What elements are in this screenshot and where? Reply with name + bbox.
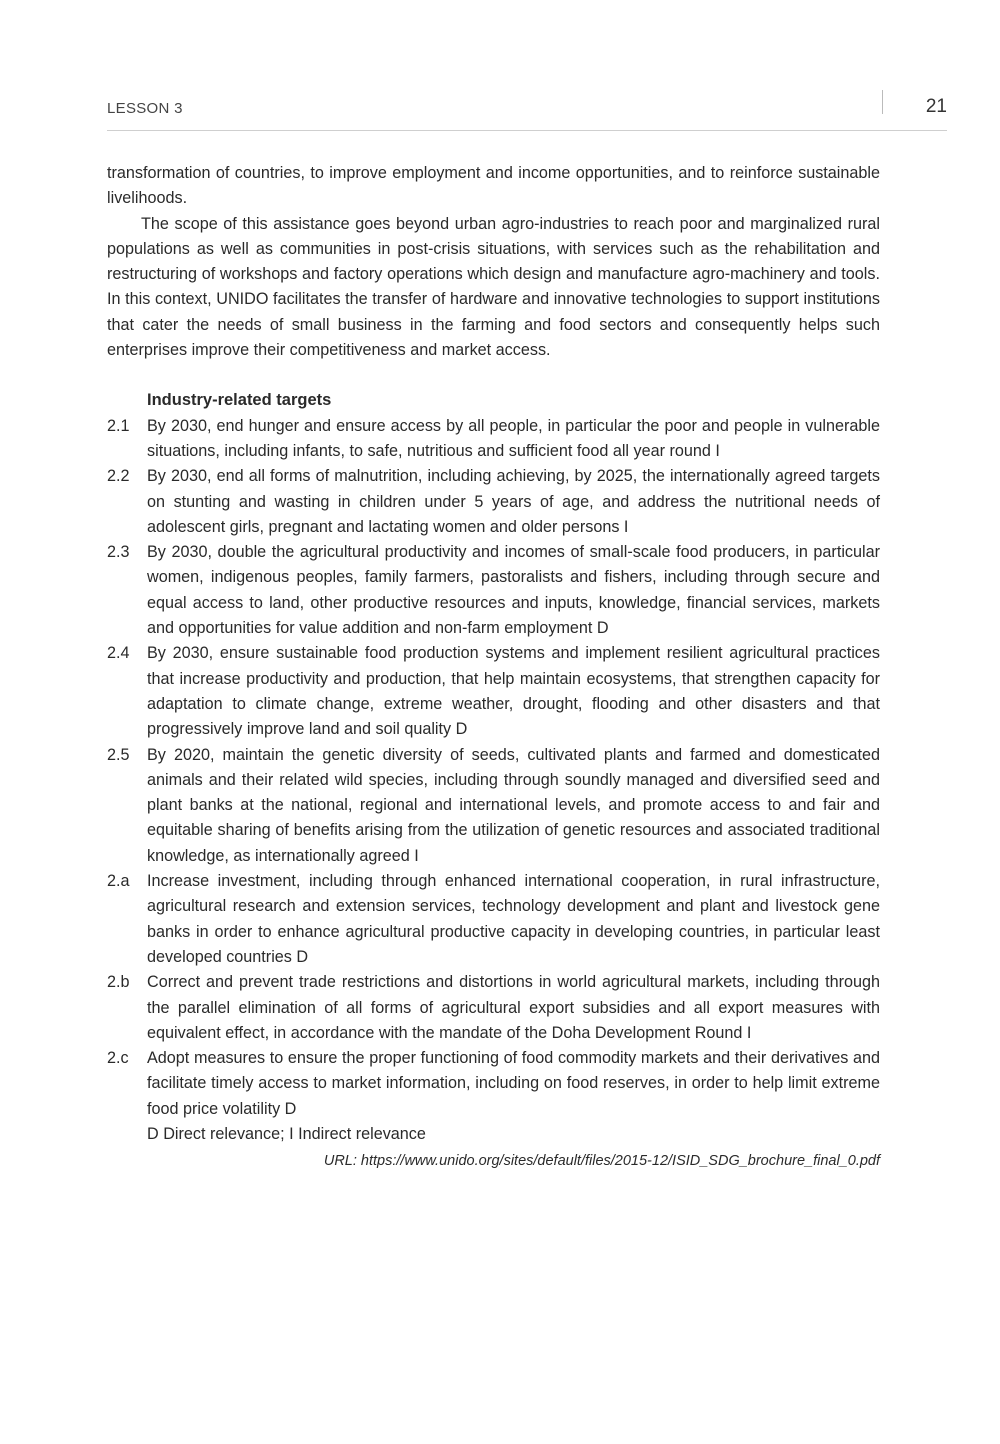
target-item — [107, 414, 880, 465]
page-number: 21 — [925, 96, 947, 117]
target-text: Adopt measures to ensure the proper functioning of food commodity markets and their derivatives and facilitate timely access to market information, including on food reserves, in order to help limit extreme food price volatility D — [147, 1049, 880, 1118]
target-number: 2.1 — [107, 416, 130, 435]
paragraph: transformation of countries, to improve employment and income opportunities, and to reinforce sustainable livelihoods. — [107, 164, 880, 208]
target-text: By 2030, double the agricultural productivity and incomes of small-scale food producers, in particular women, indigenous peoples, family farmers, pastoralists and fishers, including through secure and equal access to land, other productive resources and inputs, knowledge, financial services, markets and opportunities for value addition and non-farm employment D — [147, 543, 880, 638]
target-item — [107, 540, 880, 641]
target-number: 2.5 — [107, 745, 130, 764]
page-body — [107, 161, 880, 1175]
target-text: Increase investment, including through enhanced international cooperation, in rural infrastructure, agricultural research and extension services, technology development and plant and livestock gene banks in order to enhance agricultural productive capacity in developing countries, in particular least developed countries D — [147, 872, 880, 966]
target-number: 2.3 — [107, 543, 130, 562]
target-item — [107, 464, 880, 540]
targets-list — [107, 414, 880, 1122]
source-url: URL: https://www.unido.org/sites/default/files/2015-12/ISID_SDG_brochure_final_0.pdf — [323, 1153, 880, 1170]
target-item — [107, 641, 880, 742]
target-number: 2.b — [107, 973, 130, 992]
lesson-label: LESSON 3 — [107, 100, 183, 117]
target-number: 2.4 — [107, 644, 130, 663]
target-text: Correct and prevent trade restrictions and distortions in world agricultural markets, including through the parallel elimination of all forms of agricultural export subsidies and all export measures with equivalent effect, in accordance with the mandate of the Doha Development Round I — [147, 973, 880, 1042]
target-number: 2.2 — [107, 467, 130, 486]
target-text: By 2030, ensure sustainable food production systems and implement resilient agricultural practices that increase productivity and production, that help maintain ecosystems, that strengthen capacity for adaptation to climate change, extreme weather, drought, flooding and other disasters and that progressively improve land and soil quality D — [147, 644, 880, 739]
target-text: By 2020, maintain the genetic diversity of seeds, cultivated plants and farmed and domesticated animals and their related wild species, including through soundly managed and diversified seed and plant banks at the national, regional and international levels, and promote access to and fair and equitable sharing of benefits arising from the utilization of genetic resources and associated traditional knowledge, as internationally agreed I — [147, 745, 880, 865]
header-divider — [882, 90, 883, 114]
target-item — [107, 970, 880, 1046]
page-header — [107, 96, 947, 131]
target-item — [107, 869, 880, 970]
relevance-legend: D Direct relevance; I Indirect relevance — [147, 1124, 426, 1143]
section-heading: Industry-related targets — [147, 391, 332, 410]
target-item — [107, 743, 880, 869]
paragraph: The scope of this assistance goes beyond urban agro-industries to reach poor and marginalized rural populations as well as communities in post-crisis situations, with services such as the rehabilitation and restructuring of workshops and factory operations which design and manufacture agro-machinery and tools. In this context, UNIDO facilitates the transfer of hardware and innovative technologies to support institutions that cater the needs of small business in the farming and food sectors and consequently helps such enterprises improve their competitiveness and market access. — [107, 214, 880, 360]
target-text: By 2030, end all forms of malnutrition, including achieving, by 2025, the internationally agreed targets on stunting and wasting in children under 5 years of age, and address the nutritional needs of adolescent girls, pregnant and lactating women and older persons I — [147, 467, 880, 536]
target-number: 2.c — [107, 1049, 129, 1068]
target-number: 2.a — [107, 872, 130, 891]
target-item — [107, 1046, 880, 1122]
target-text: By 2030, end hunger and ensure access by all people, in particular the poor and people in vulnerable situations, including infants, to safe, nutritious and sufficient food all year round I — [147, 416, 880, 460]
